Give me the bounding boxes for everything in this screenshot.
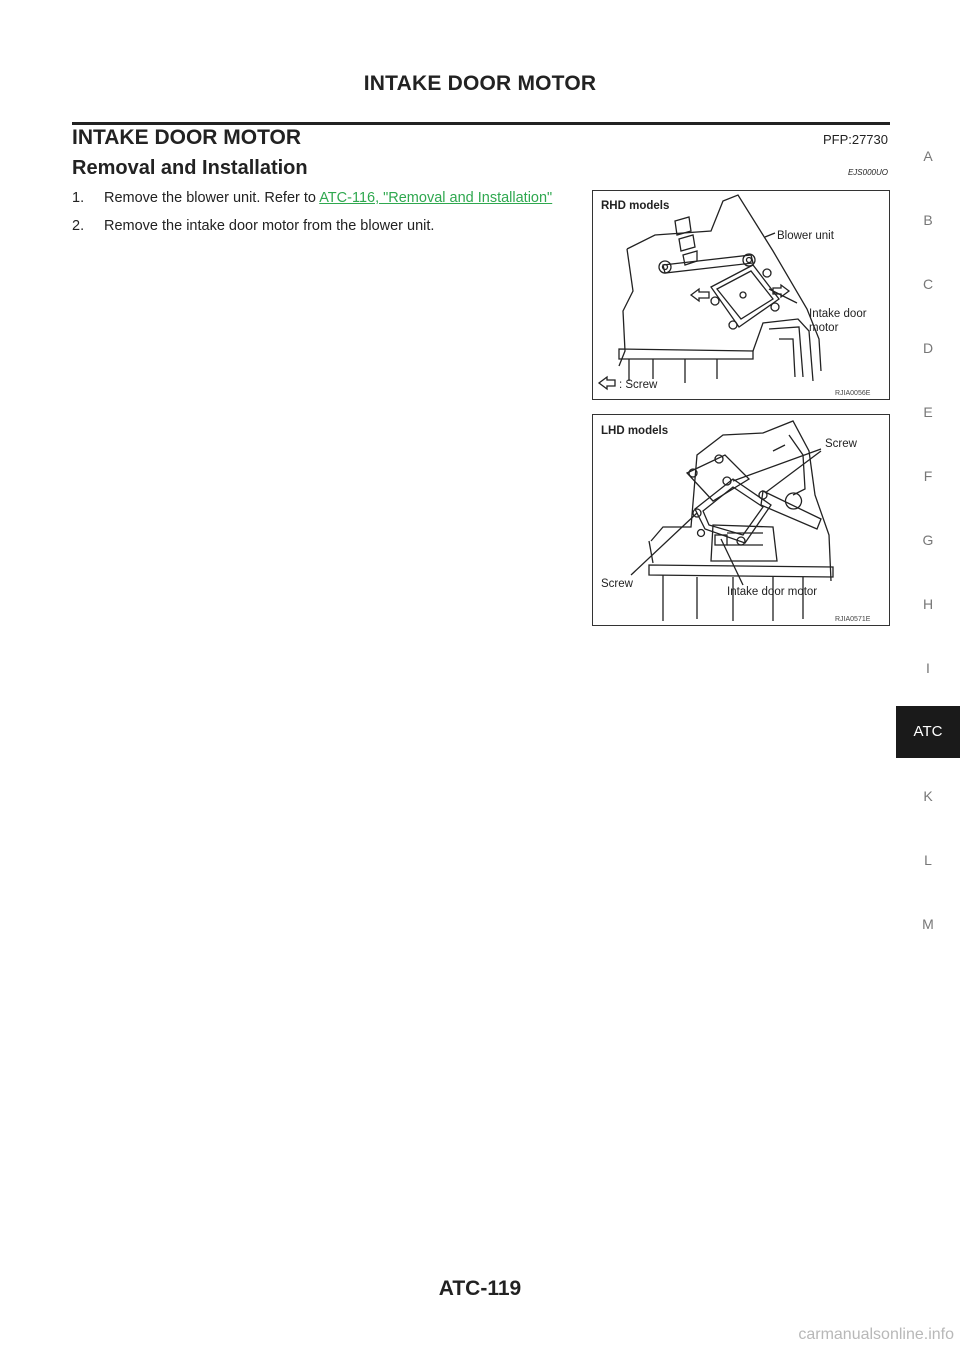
figure-rhd-models <box>592 190 890 400</box>
thumb-tab-c[interactable]: C <box>922 276 934 292</box>
legend-screw: : Screw <box>619 379 658 391</box>
thumb-tab-h[interactable]: H <box>922 596 934 612</box>
thumb-tab-k[interactable]: K <box>923 788 933 804</box>
page-number: ATC-119 <box>438 1277 522 1300</box>
step-2 <box>72 216 584 237</box>
rhd-illustration <box>593 191 889 399</box>
section-title: INTAKE DOOR MOTOR <box>72 126 302 149</box>
cross-reference-link[interactable]: ATC-116, "Removal and Installation" <box>319 190 553 206</box>
thumb-tab-atc[interactable]: ATC <box>896 706 960 758</box>
figure-code: RJIA0571E <box>835 616 871 623</box>
part-number: PFP:27730 <box>822 132 888 147</box>
subsection-code: EJS000UO <box>847 168 888 177</box>
label-screw-lower: Screw <box>601 578 633 590</box>
thumb-tab-l[interactable]: L <box>924 852 932 868</box>
thumb-tab-a[interactable]: A <box>923 148 933 164</box>
label-intake-door-motor: Intake door <box>809 308 867 320</box>
thumb-tab-e[interactable]: E <box>923 404 933 420</box>
watermark: carmanualsonline.info <box>798 1326 954 1343</box>
thumb-tab-m[interactable]: M <box>922 916 934 932</box>
step-text: Remove the intake door motor from the blower unit. <box>104 218 435 234</box>
screw-arrow-icon <box>599 377 615 389</box>
thumb-tab-b[interactable]: B <box>923 212 933 228</box>
header-rule <box>72 122 890 125</box>
figure-lhd-models <box>592 414 890 626</box>
step-number: 2. <box>72 218 85 234</box>
label-intake-door-motor: Intake door motor <box>727 586 818 598</box>
label-blower-unit: Blower unit <box>777 230 834 242</box>
label-intake-door-motor-2: motor <box>809 322 839 334</box>
thumb-tab-i[interactable]: I <box>926 660 930 676</box>
figure-title: LHD models <box>601 425 669 437</box>
label-screw-upper: Screw <box>825 438 857 450</box>
figure-title: RHD models <box>601 200 670 212</box>
subsection-title: Removal and Installation <box>72 157 308 179</box>
step-1 <box>72 188 584 209</box>
thumb-tab-g[interactable]: G <box>922 532 934 548</box>
section-thumb-index <box>896 0 960 1358</box>
lhd-illustration <box>593 415 889 625</box>
procedure-steps <box>72 188 584 244</box>
running-header: INTAKE DOOR MOTOR <box>363 72 597 95</box>
thumb-tab-f[interactable]: F <box>923 468 933 484</box>
figure-code: RJIA0056E <box>835 390 871 397</box>
step-number: 1. <box>72 190 85 206</box>
thumb-tab-d[interactable]: D <box>922 340 934 356</box>
step-text: Remove the blower unit. Refer to <box>104 190 320 206</box>
